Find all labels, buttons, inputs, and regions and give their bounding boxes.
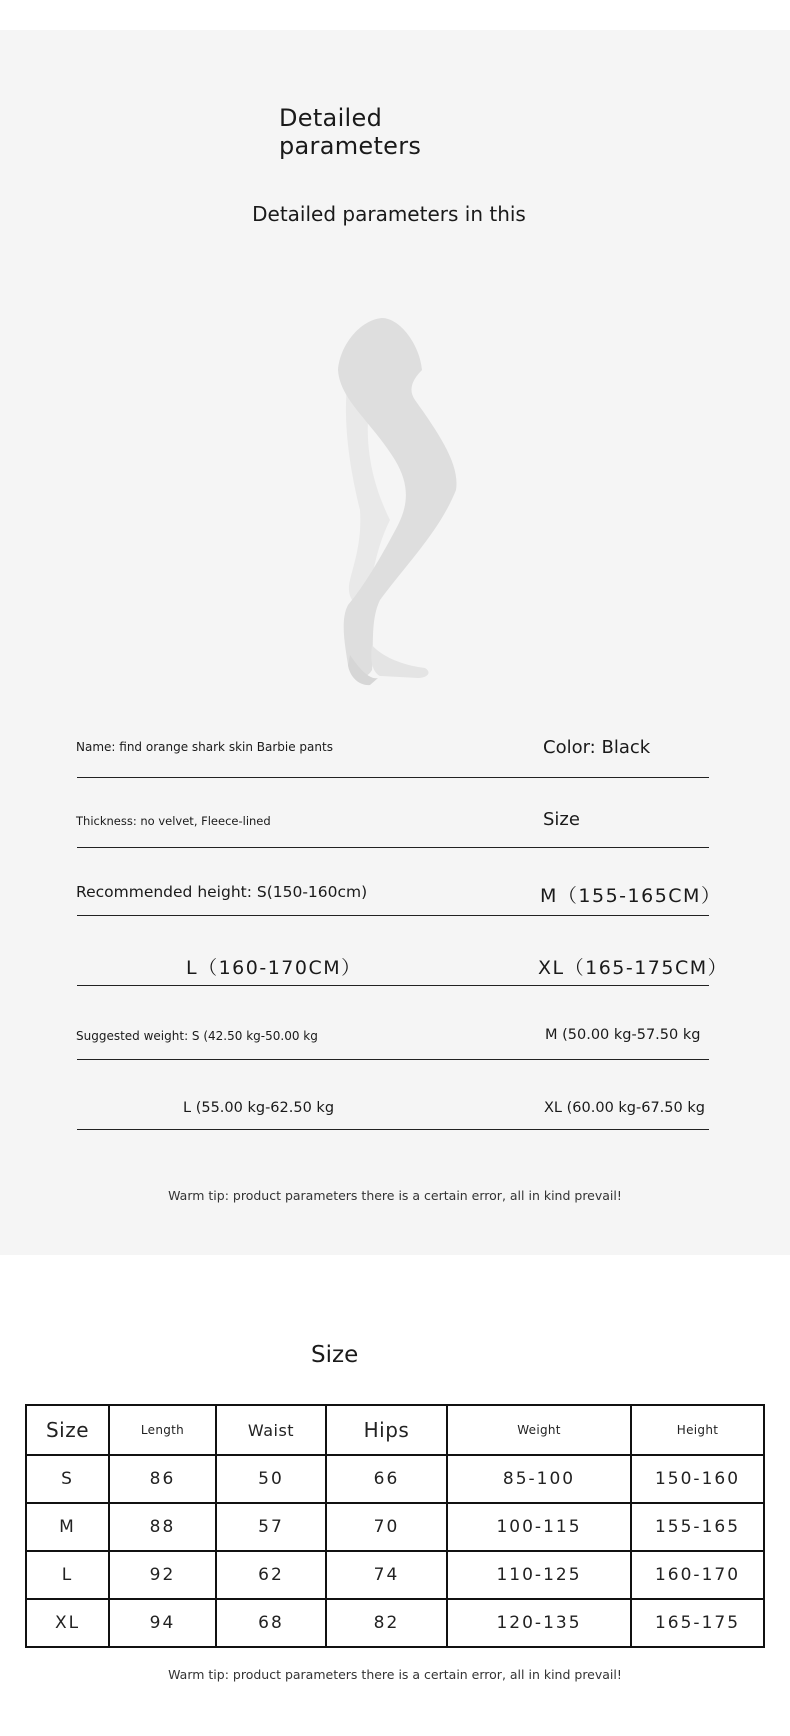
recommended-height-l: L（160-170CM） [186, 957, 362, 979]
product-thickness: Thickness: no velvet, Fleece-lined [76, 814, 271, 828]
table-cell: 66 [326, 1455, 447, 1503]
table-cell: 155-165 [631, 1503, 764, 1551]
size-chart-heading: Size [311, 1342, 359, 1368]
suggested-weight-m: M (50.00 kg-57.50 kg [545, 1027, 701, 1043]
table-row [26, 1551, 764, 1599]
page-title-line-2: parameters [279, 132, 422, 160]
column-header-hips: Hips [326, 1405, 447, 1455]
page-subtitle: Detailed parameters in this [252, 202, 526, 226]
table-row [26, 1503, 764, 1551]
table-cell: 88 [109, 1503, 216, 1551]
recommended-height-m: M（155-165CM） [540, 885, 722, 907]
column-header-size: Size [26, 1405, 109, 1455]
table-cell: 120-135 [447, 1599, 631, 1647]
table-cell: 74 [326, 1551, 447, 1599]
size-label: Size [543, 809, 580, 830]
suggested-weight-xl: XL (60.00 kg-67.50 kg [544, 1100, 705, 1116]
table-cell: 70 [326, 1503, 447, 1551]
column-header-length: Length [109, 1405, 216, 1455]
table-cell: 150-160 [631, 1455, 764, 1503]
table-cell: 110-125 [447, 1551, 631, 1599]
column-header-waist: Waist [216, 1405, 326, 1455]
recommended-height-xl: XL（165-175CM） [538, 957, 729, 979]
suggested-weight-s: Suggested weight: S (42.50 kg-50.00 kg [76, 1029, 318, 1043]
column-header-height: Height [631, 1405, 764, 1455]
table-cell: 92 [109, 1551, 216, 1599]
divider [77, 847, 709, 848]
table-cell: 86 [109, 1455, 216, 1503]
divider [77, 915, 709, 916]
product-name: Name: find orange shark skin Barbie pants [76, 740, 333, 754]
table-cell: 68 [216, 1599, 326, 1647]
table-cell: 160-170 [631, 1551, 764, 1599]
table-cell: S [26, 1455, 109, 1503]
table-cell: 94 [109, 1599, 216, 1647]
table-cell: XL [26, 1599, 109, 1647]
warm-tip: Warm tip: product parameters there is a certain error, all in kind prevail! [168, 1188, 622, 1203]
divider [77, 777, 709, 778]
size-chart-warm-tip: Warm tip: product parameters there is a certain error, all in kind prevail! [168, 1667, 622, 1682]
table-cell: 57 [216, 1503, 326, 1551]
table-header-row [26, 1405, 764, 1455]
table-cell: 100-115 [447, 1503, 631, 1551]
divider [77, 1129, 709, 1130]
table-cell: 165-175 [631, 1599, 764, 1647]
page-title-line-1: Detailed [279, 104, 383, 132]
table-row [26, 1455, 764, 1503]
table-cell: 50 [216, 1455, 326, 1503]
table-cell: L [26, 1551, 109, 1599]
table-cell: 82 [326, 1599, 447, 1647]
suggested-weight-l: L (55.00 kg-62.50 kg [183, 1100, 335, 1116]
table-cell: M [26, 1503, 109, 1551]
table-cell: 85-100 [447, 1455, 631, 1503]
recommended-height-s: Recommended height: S(150-160cm) [76, 883, 368, 901]
table-row [26, 1599, 764, 1647]
table-cell: 62 [216, 1551, 326, 1599]
product-color: Color: Black [543, 737, 651, 758]
size-chart-table [25, 1404, 765, 1648]
divider [77, 1059, 709, 1060]
column-header-weight: Weight [447, 1405, 631, 1455]
divider [77, 985, 709, 986]
leggings-mannequin-icon [300, 300, 490, 690]
